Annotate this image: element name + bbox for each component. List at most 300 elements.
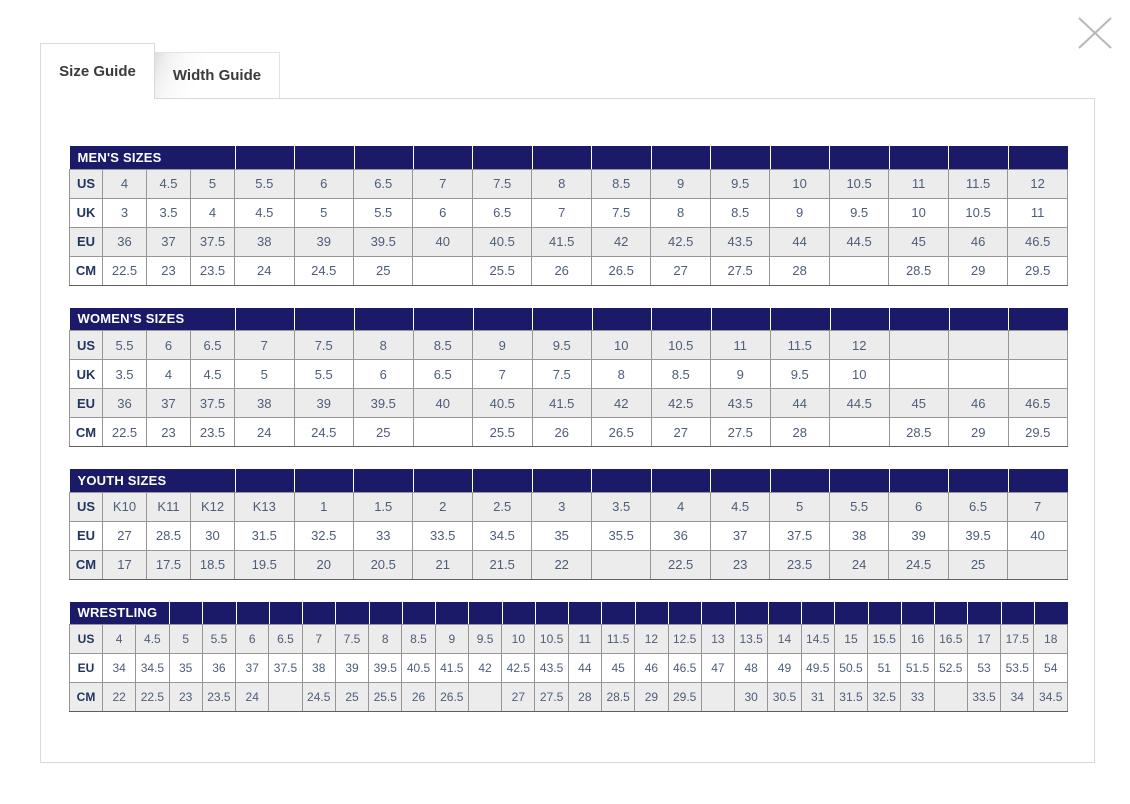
size-value: 37: [710, 521, 769, 550]
size-value: [949, 360, 1009, 389]
size-value: 26: [402, 683, 435, 712]
table-header-cell: [591, 469, 650, 492]
size-value: 36: [103, 389, 147, 418]
size-value: 32.5: [868, 683, 901, 712]
size-value: 30.5: [768, 683, 801, 712]
size-value: 19.5: [235, 550, 294, 579]
table-header-cell: [502, 602, 535, 625]
size-value: 31.5: [834, 683, 867, 712]
row-label: EU: [70, 654, 103, 683]
size-value: 7: [473, 360, 533, 389]
size-value: 37.5: [269, 654, 302, 683]
size-value: 39.5: [354, 227, 413, 256]
table-header-cell: [532, 146, 591, 169]
size-value: [468, 683, 501, 712]
size-value: [1008, 550, 1068, 579]
size-value: 4: [651, 492, 710, 521]
size-value: 20: [294, 550, 353, 579]
size-value: 17.5: [1001, 625, 1034, 654]
table-header-cell: [235, 146, 294, 169]
size-value: 24.5: [302, 683, 335, 712]
table-header-cell: [711, 308, 771, 331]
size-value: K12: [191, 492, 235, 521]
size-value: 11: [889, 169, 948, 198]
size-value: 44.5: [829, 227, 888, 256]
size-value: 53: [967, 654, 1000, 683]
table-header-cell: [235, 469, 294, 492]
size-value: 38: [235, 389, 295, 418]
size-value: [829, 256, 888, 285]
table-header-cell: [868, 602, 901, 625]
size-value: 51: [868, 654, 901, 683]
size-value: 25: [948, 550, 1007, 579]
size-value: 6: [236, 625, 269, 654]
size-value: 22.5: [651, 550, 710, 579]
size-row-eu: [70, 389, 1068, 418]
size-value: 4.5: [136, 625, 169, 654]
size-value: 5.5: [354, 198, 413, 227]
table-header-cell: [1001, 602, 1034, 625]
size-value: 33: [901, 683, 934, 712]
size-value: 11: [568, 625, 601, 654]
size-row-cm: [70, 418, 1068, 447]
table-header-cell: [335, 602, 368, 625]
size-value: [949, 331, 1009, 360]
size-value: [934, 683, 967, 712]
size-value: 25.5: [473, 418, 533, 447]
size-row-us: [70, 625, 1068, 654]
size-row-us: [70, 492, 1068, 521]
table-header-cell: [1008, 469, 1068, 492]
size-value: 8: [532, 169, 591, 198]
size-value: 49.5: [801, 654, 834, 683]
row-label: US: [70, 492, 103, 521]
table-header-cell: [948, 146, 1007, 169]
size-value: 7.5: [294, 331, 354, 360]
size-value: 5.5: [829, 492, 888, 521]
size-value: 9.5: [468, 625, 501, 654]
size-value: 14.5: [801, 625, 834, 654]
size-value: 33.5: [413, 521, 472, 550]
size-value: 6.5: [354, 169, 413, 198]
size-value: 45: [601, 654, 634, 683]
size-value: 42: [591, 227, 650, 256]
table-header-cell: [651, 146, 710, 169]
table-header-cell: [294, 469, 353, 492]
table-header-cell: [710, 146, 769, 169]
size-value: 24: [235, 418, 295, 447]
size-value: 7.5: [335, 625, 368, 654]
table-header-cell: [472, 146, 531, 169]
size-value: 33.5: [967, 683, 1000, 712]
size-value: 9: [711, 360, 771, 389]
size-value: 31.5: [235, 521, 294, 550]
size-value: 14: [768, 625, 801, 654]
size-value: 11.5: [601, 625, 634, 654]
table-header-cell: [834, 602, 867, 625]
size-value: 10.5: [948, 198, 1007, 227]
row-label: UK: [70, 360, 103, 389]
size-value: 39.5: [354, 389, 414, 418]
size-value: 24: [235, 256, 294, 285]
size-value: 27.5: [535, 683, 568, 712]
size-value: 7.5: [532, 360, 592, 389]
size-value: 6.5: [472, 198, 531, 227]
size-value: 37.5: [191, 227, 235, 256]
size-value: 10: [889, 198, 948, 227]
table-header-cell: [236, 602, 269, 625]
table-header-row: [70, 602, 1068, 625]
size-value: 3: [532, 492, 591, 521]
size-value: 49: [768, 654, 801, 683]
size-row-cm: [70, 683, 1068, 712]
size-value: 42.5: [502, 654, 535, 683]
table-header-cell: [948, 469, 1007, 492]
table-header-cell: [369, 602, 402, 625]
size-value: 34.5: [472, 521, 531, 550]
table-header-cell: [413, 308, 473, 331]
size-value: 41.5: [435, 654, 468, 683]
size-value: [413, 418, 473, 447]
size-value: 6: [354, 360, 414, 389]
table-title: WRESTLING: [70, 602, 170, 625]
size-value: 5: [294, 198, 353, 227]
size-value: 4.5: [191, 360, 235, 389]
size-value: 29: [948, 256, 1007, 285]
size-value: [269, 683, 302, 712]
size-tables-container: [41, 99, 1094, 712]
size-value: 13: [701, 625, 734, 654]
size-value: 23.5: [191, 256, 235, 285]
row-label: CM: [70, 256, 103, 285]
size-value: 25: [335, 683, 368, 712]
size-value: 10.5: [651, 331, 711, 360]
size-value: 6.5: [948, 492, 1007, 521]
tab-width-guide[interactable]: [155, 52, 280, 98]
size-value: 38: [829, 521, 888, 550]
size-value: 5.5: [294, 360, 354, 389]
table-header-cell: [601, 602, 634, 625]
size-value: 1: [294, 492, 353, 521]
size-value: 17: [967, 625, 1000, 654]
size-value: 9: [651, 169, 710, 198]
table-header-row: [70, 308, 1068, 331]
table-womens-sizes: [69, 308, 1068, 448]
size-value: 32.5: [294, 521, 353, 550]
table-header-cell: [770, 469, 829, 492]
table-title: YOUTH SIZES: [70, 469, 235, 492]
size-value: 22.5: [103, 256, 147, 285]
table-header-cell: [635, 602, 668, 625]
size-value: 39: [889, 521, 948, 550]
size-value: 35: [532, 521, 591, 550]
size-value: 39: [335, 654, 368, 683]
table-header-cell: [830, 308, 890, 331]
size-value: 48: [735, 654, 768, 683]
size-value: 46: [949, 389, 1009, 418]
size-row-eu: [70, 521, 1068, 550]
size-row-cm: [70, 550, 1068, 579]
size-value: 7: [532, 198, 591, 227]
size-value: 44.5: [830, 389, 890, 418]
size-value: 36: [103, 227, 147, 256]
size-value: 46.5: [668, 654, 701, 683]
table-header-cell: [735, 602, 768, 625]
row-label: EU: [70, 521, 103, 550]
size-value: 12: [830, 331, 890, 360]
size-value: 27: [103, 521, 147, 550]
table-header-cell: [413, 469, 472, 492]
size-value: 40: [1008, 521, 1068, 550]
size-value: 28: [568, 683, 601, 712]
size-value: 46.5: [1008, 389, 1068, 418]
row-label: US: [70, 625, 103, 654]
size-value: 3: [103, 198, 147, 227]
size-value: 26.5: [591, 256, 650, 285]
row-label: US: [70, 331, 103, 360]
size-value: 34.5: [136, 654, 169, 683]
size-value: 24.5: [294, 256, 353, 285]
size-value: 17: [103, 550, 147, 579]
size-value: 41.5: [532, 389, 592, 418]
size-value: 46: [635, 654, 668, 683]
size-value: 9.5: [770, 360, 830, 389]
table-title: MEN'S SIZES: [70, 146, 235, 169]
size-value: 22: [103, 683, 136, 712]
size-value: 25.5: [369, 683, 402, 712]
size-value: 3.5: [103, 360, 147, 389]
size-value: 4.5: [147, 169, 191, 198]
size-row-eu: [70, 654, 1068, 683]
table-header-cell: [1034, 602, 1068, 625]
size-value: 40: [413, 389, 473, 418]
table-title: WOMEN'S SIZES: [70, 308, 235, 331]
size-value: 9.5: [532, 331, 592, 360]
table-header-cell: [668, 602, 701, 625]
table-header-cell: [353, 469, 412, 492]
size-value: 51.5: [901, 654, 934, 683]
tab-size-guide[interactable]: [40, 43, 155, 99]
size-value: 28: [770, 256, 829, 285]
size-value: 6.5: [269, 625, 302, 654]
size-value: 21: [413, 550, 472, 579]
size-value: 11.5: [770, 331, 830, 360]
table-header-cell: [568, 602, 601, 625]
size-value: [830, 418, 890, 447]
size-value: 30: [191, 521, 235, 550]
table-header-cell: [269, 602, 302, 625]
size-value: 15: [834, 625, 867, 654]
size-value: 20.5: [353, 550, 412, 579]
table-header-cell: [302, 602, 335, 625]
table-header-cell: [770, 146, 829, 169]
size-value: 6: [413, 198, 472, 227]
table-header-cell: [770, 308, 830, 331]
size-value: 3.5: [147, 198, 191, 227]
table-header-row: [70, 146, 1068, 169]
size-value: 23.5: [191, 418, 235, 447]
table-header-cell: [768, 602, 801, 625]
size-value: 25: [354, 418, 414, 447]
size-value: 39: [294, 389, 354, 418]
size-value: 42.5: [651, 389, 711, 418]
size-value: 36: [651, 521, 710, 550]
table-youth-sizes: [69, 469, 1068, 580]
size-value: 8: [592, 360, 652, 389]
size-value: 4.5: [235, 198, 294, 227]
size-value: 15.5: [868, 625, 901, 654]
size-value: 4: [103, 625, 136, 654]
tab-size-guide-label: Size Guide: [59, 63, 136, 80]
size-value: 4: [103, 169, 147, 198]
size-value: 29.5: [1008, 418, 1068, 447]
size-value: 8.5: [651, 360, 711, 389]
table-header-cell: [535, 602, 568, 625]
table-header-cell: [889, 308, 949, 331]
size-value: 29.5: [668, 683, 701, 712]
size-value: 2.5: [472, 492, 531, 521]
row-label: EU: [70, 227, 103, 256]
size-value: 9: [770, 198, 829, 227]
size-value: 9.5: [829, 198, 888, 227]
size-value: 9: [435, 625, 468, 654]
table-header-cell: [532, 469, 591, 492]
size-value: 28: [770, 418, 830, 447]
table-header-cell: [354, 308, 414, 331]
size-value: 6: [294, 169, 353, 198]
size-value: [889, 360, 949, 389]
table-header-cell: [651, 469, 710, 492]
size-value: 5: [235, 360, 295, 389]
size-value: 33: [353, 521, 412, 550]
size-value: 7.5: [591, 198, 650, 227]
table-header-cell: [651, 308, 711, 331]
table-header-cell: [169, 602, 202, 625]
size-value: 3.5: [591, 492, 650, 521]
size-value: 5: [191, 169, 235, 198]
table-header-cell: [413, 146, 472, 169]
size-value: 11: [711, 331, 771, 360]
size-value: 10.5: [829, 169, 888, 198]
size-value: 6.5: [413, 360, 473, 389]
size-value: 27: [651, 418, 711, 447]
size-value: 10.5: [535, 625, 568, 654]
size-value: 44: [770, 227, 829, 256]
size-value: 5.5: [103, 331, 147, 360]
table-header-cell: [435, 602, 468, 625]
size-value: 12.5: [668, 625, 701, 654]
size-value: 24.5: [294, 418, 354, 447]
table-header-cell: [402, 602, 435, 625]
size-value: 18.5: [191, 550, 235, 579]
size-value: 50.5: [834, 654, 867, 683]
size-value: 26.5: [592, 418, 652, 447]
table-header-cell: [468, 602, 501, 625]
size-value: 40.5: [472, 227, 531, 256]
size-value: 37: [147, 389, 191, 418]
size-value: 7: [302, 625, 335, 654]
size-value: 54: [1034, 654, 1068, 683]
size-value: 45: [889, 389, 949, 418]
size-value: 37: [236, 654, 269, 683]
size-value: 6: [147, 331, 191, 360]
size-value: 10: [502, 625, 535, 654]
size-value: 27: [502, 683, 535, 712]
size-value: 38: [235, 227, 294, 256]
size-value: 34: [103, 654, 136, 683]
size-value: 26.5: [435, 683, 468, 712]
size-value: 38: [302, 654, 335, 683]
size-value: 18: [1034, 625, 1068, 654]
size-value: 6: [889, 492, 948, 521]
table-header-cell: [901, 602, 934, 625]
size-value: [1008, 360, 1068, 389]
size-value: 21.5: [472, 550, 531, 579]
size-value: 43.5: [711, 389, 771, 418]
table-header-cell: [934, 602, 967, 625]
size-value: 26: [532, 256, 591, 285]
size-row-us: [70, 169, 1068, 198]
size-value: K10: [103, 492, 147, 521]
size-value: 5.5: [235, 169, 294, 198]
table-header-cell: [889, 469, 948, 492]
size-value: 8: [369, 625, 402, 654]
size-value: 36: [202, 654, 235, 683]
size-value: 8: [651, 198, 710, 227]
table-header-cell: [354, 146, 413, 169]
size-value: 29: [949, 418, 1009, 447]
size-value: 22.5: [103, 418, 147, 447]
table-header-cell: [1008, 146, 1068, 169]
size-value: 13.5: [735, 625, 768, 654]
size-value: 42: [592, 389, 652, 418]
table-header-cell: [710, 469, 769, 492]
size-value: 28.5: [147, 521, 191, 550]
size-value: 7: [413, 169, 472, 198]
table-header-cell: [829, 146, 888, 169]
table-header-cell: [202, 602, 235, 625]
size-value: 37: [147, 227, 191, 256]
size-value: 5: [169, 625, 202, 654]
size-value: 35: [169, 654, 202, 683]
tab-width-guide-label: Width Guide: [172, 67, 262, 84]
tabs: [40, 43, 1095, 98]
row-label: UK: [70, 198, 103, 227]
size-value: 29: [635, 683, 668, 712]
size-value: 23: [147, 256, 191, 285]
table-header-cell: [889, 146, 948, 169]
size-value: 8.5: [710, 198, 769, 227]
size-value: 27.5: [711, 418, 771, 447]
size-value: 17.5: [147, 550, 191, 579]
size-value: 16.5: [934, 625, 967, 654]
size-value: 8: [354, 331, 414, 360]
table-header-cell: [235, 308, 295, 331]
size-value: 5.5: [202, 625, 235, 654]
size-value: 39: [294, 227, 353, 256]
size-value: 22.5: [136, 683, 169, 712]
size-value: 23: [169, 683, 202, 712]
size-value: 29.5: [1008, 256, 1068, 285]
size-value: 25: [354, 256, 413, 285]
size-value: 44: [568, 654, 601, 683]
size-value: 24: [829, 550, 888, 579]
size-row-cm: [70, 256, 1068, 285]
size-value: 23.5: [770, 550, 829, 579]
size-value: 43.5: [535, 654, 568, 683]
size-value: [889, 331, 949, 360]
size-value: 23: [147, 418, 191, 447]
